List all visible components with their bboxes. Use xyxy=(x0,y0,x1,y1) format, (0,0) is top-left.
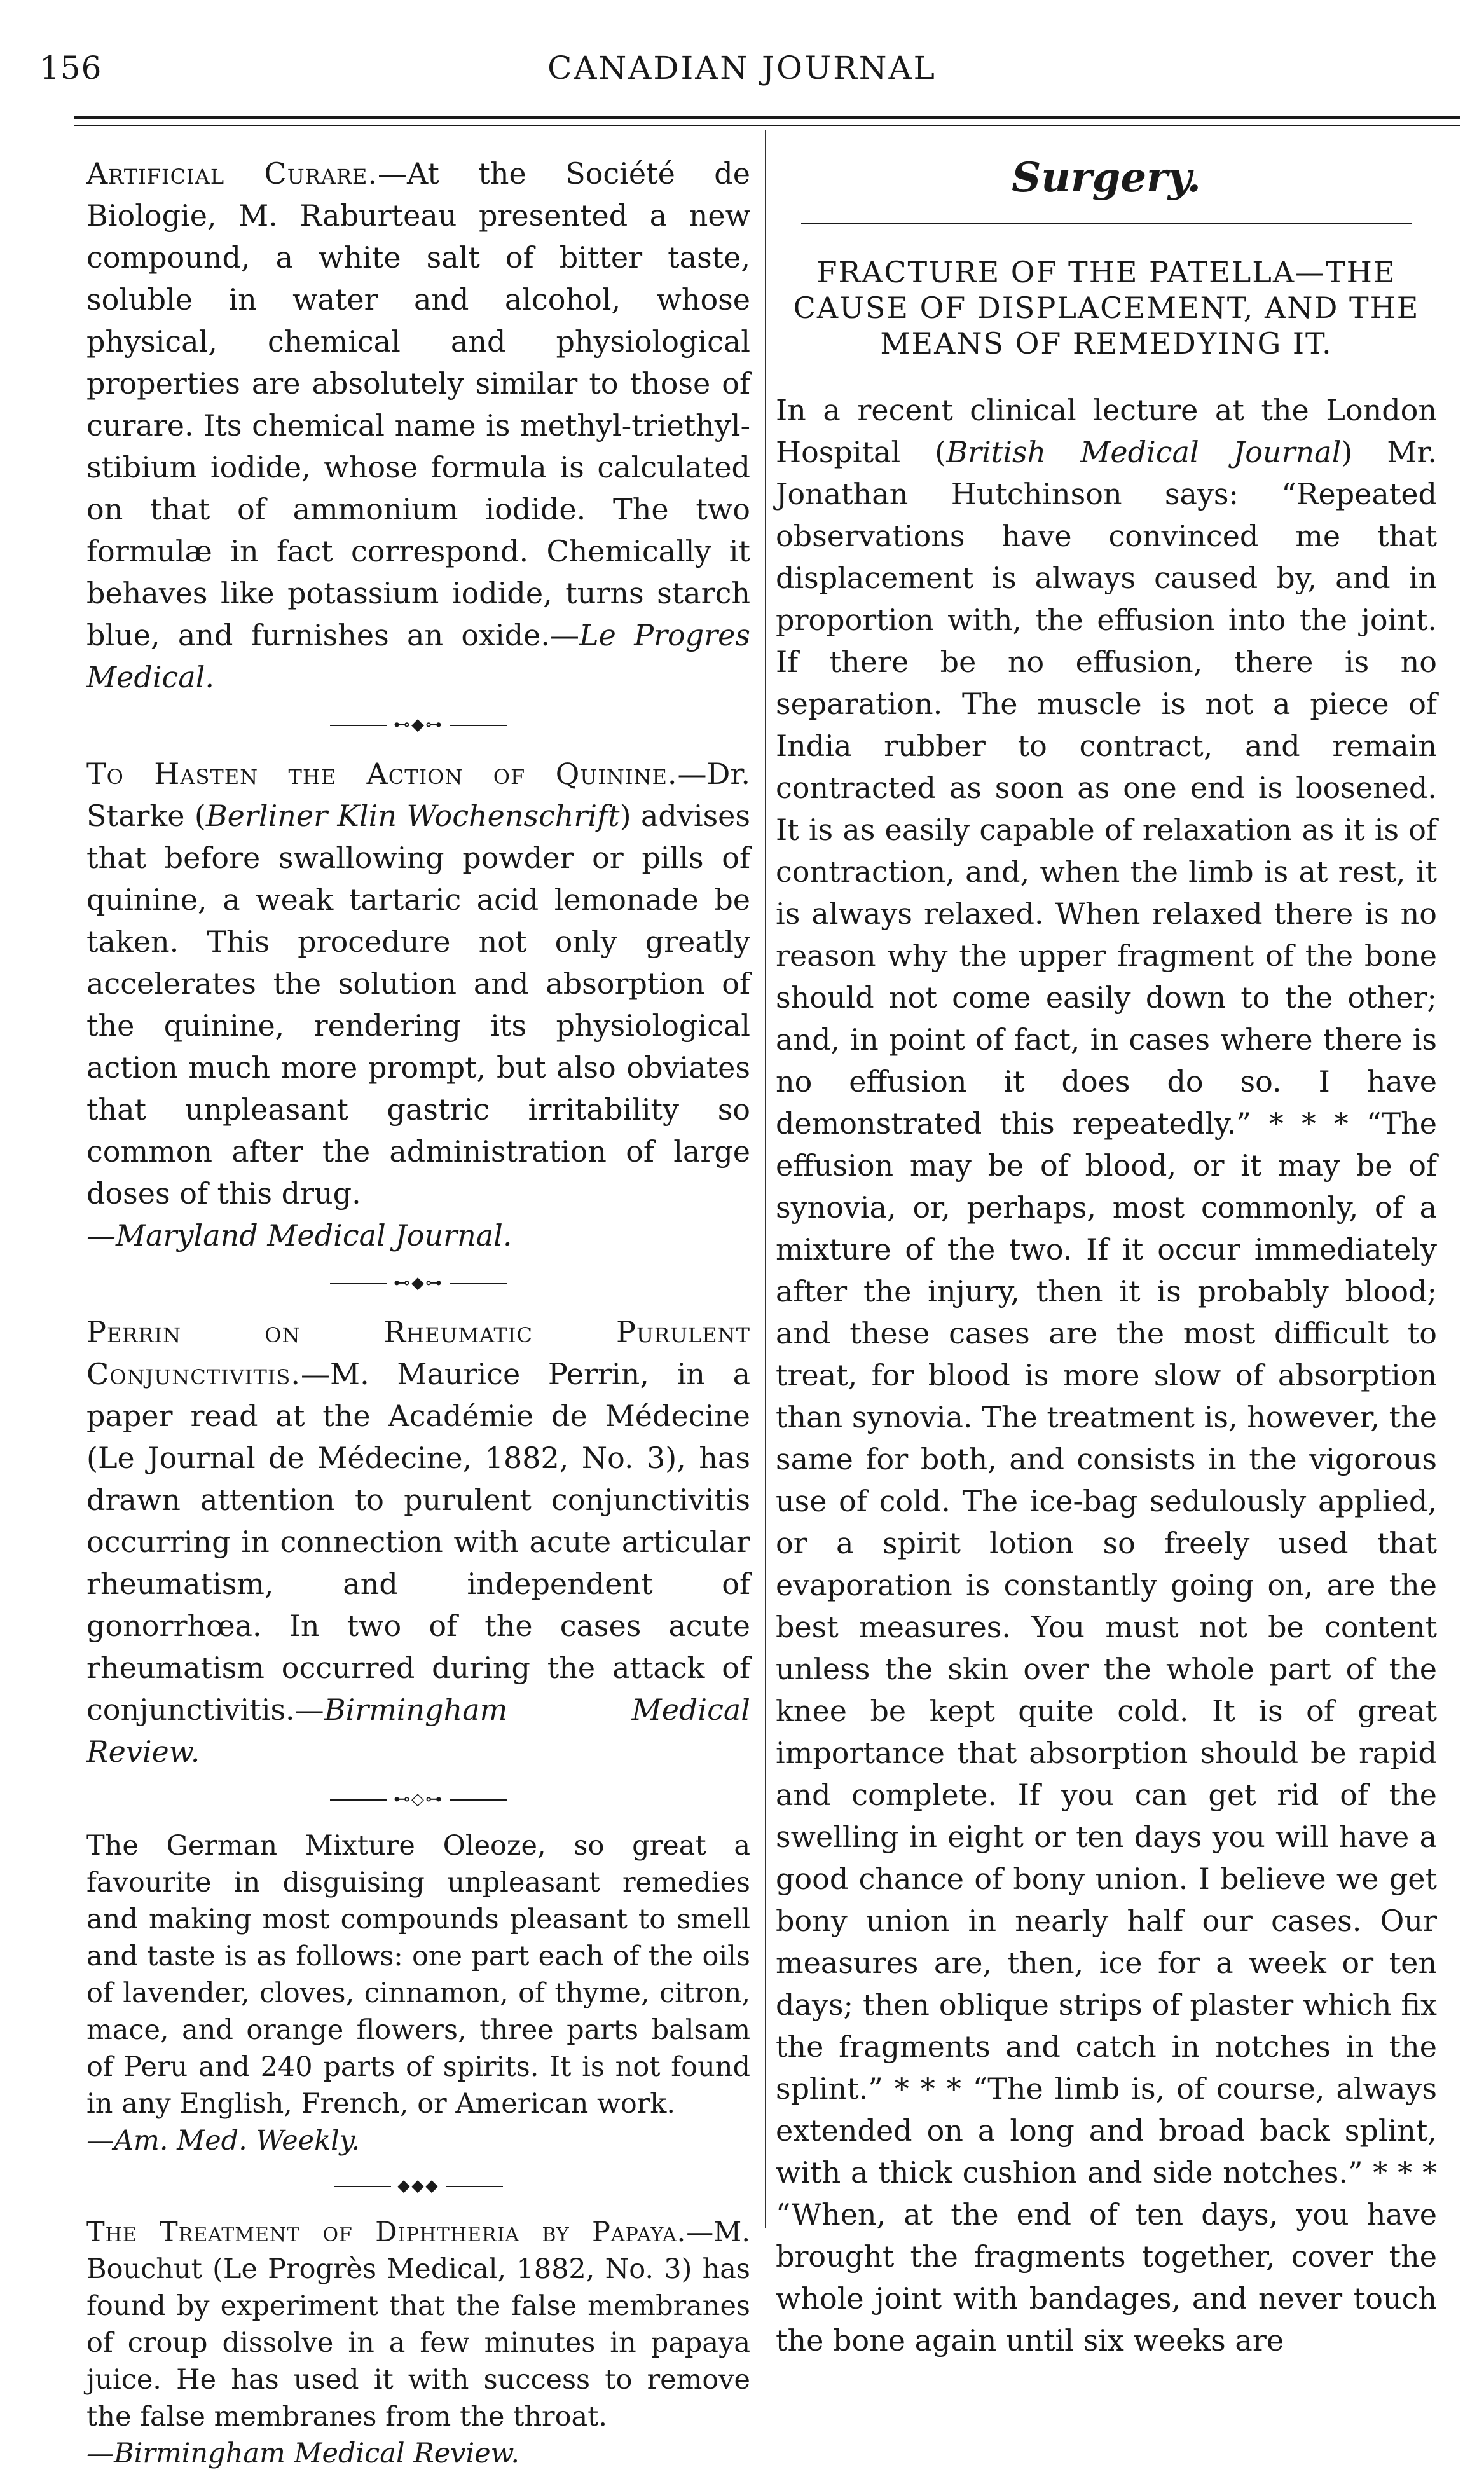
article-heading: FRACTURE OF THE PATELLA—THE CAUSE OF DISPLACEMENT, AND THE MEANS OF REMEDYING IT. xyxy=(793,255,1420,360)
running-head: CANADIAN JOURNAL xyxy=(547,50,937,86)
header-rule-thick xyxy=(74,116,1460,119)
article-quinine xyxy=(86,753,750,1256)
section-title: Surgery. xyxy=(1012,154,1201,202)
article-body: In a recent clinical lecture at the London Hospital ( xyxy=(776,393,1437,469)
header-rule-thin xyxy=(74,125,1460,126)
article-body: —At the Société de Biologie, M. Raburteau presented a new compound, a white salt of bitter taste, soluble in water and alcohol, whose physical, chemical and physiological properties are absolutely similar to those of curare. Its chemical name is methyl-triethyl-stibium iodide, whose formula is calculated on that of ammonium iodide. The two formulæ in fact correspond. Chemically it behaves like potassium iodide, turns starch blue, and furnishes an oxide.— xyxy=(86,156,750,652)
article-title: Artificial Curare. xyxy=(86,156,378,191)
article-diphtheria xyxy=(86,2214,750,2472)
article-perrin xyxy=(86,1311,750,1773)
article-title: To Hasten the Action of Quinine. xyxy=(86,757,678,791)
article-artificial-curare xyxy=(86,153,750,698)
column-divider xyxy=(765,130,766,2228)
article-reference: British Medical Journal xyxy=(946,435,1342,469)
separator-ornament: ⊷◇⊶ xyxy=(86,1787,750,1812)
article-body: The German Mixture Oleoze, so great a favourite in disguising unpleasant remedies and making most compounds pleasant to smell and taste is as follows: one part each of the oils of lavender, cloves, cinnamon, of thyme, citron, mace, and orange flowers, three parts balsam of Peru and 240 parts of spirits. It is not found in any English, French, or American work. xyxy=(86,1830,750,2120)
article-source: Birmingham Medical Review. xyxy=(86,1693,750,1769)
article-body: —Dr. Starke ( xyxy=(86,757,750,833)
article-body: ) Mr. Jonathan Hutchinson says: “Repeated observations have convinced me that displacement is always caused by, and in proportion with, the effusion into the joint. If there be no effusion, there is no separation. The muscle is not a piece of India rubber to contract, and remain contracted as soon as one end is loosened. It is as easily capable of relaxation as it is of contraction, and, when the limb is at rest, it is always relaxed. When relaxed there is no reason why the upper fragment of the bone should not come easily down to the other; and, in point of fact, in cases where there is no effusion it does do so. I have demonstrated this repeatedly.” * * * “The effusion may be of blood, or it may be of synovia, or, perhaps, most commonly, of a mixture of the two. If it occur immediately after the injury, then it is probably blood; and these cases are the most difficult to treat, for blood is more slow of absorption than synovia. The treatment is, however, the same for both, and consists in the vigorous use of cold. The ice-bag sedulously applied, or a spirit lotion so freely used that evaporation is constantly going on, are the best measures. You must not be content unless the skin over the whole part of the knee be kept quite cold. It is of great importance that absorption should be rapid and complete. If you can get rid of the swelling in eight or ten days you will have a good chance of bony union. I believe we get bony union in nearly half our cases. Our measures are, then, ice for a week or ten days; then oblique strips of plaster which fix the fragments and catch in notches in the splint.” * * * “The limb is, of course, always extended on a long and broad back splint, with a thick cushion and side notches.” * * * “When, at the end of ten days, you have brought the fragments together, cover the whole joint with bandages, and never touch the bone again until six weeks are xyxy=(776,435,1438,2358)
article-oleoze xyxy=(86,1827,750,2159)
article-body: —M. Maurice Perrin, in a paper read at the Académie de Médecine (Le Journal de Médecine, 1882, No. 3), has drawn attention to purulent conjunctivitis occurring in connection with acute articular rheumatism, and independent of gonorrhœa. In two of the cases acute rheumatism occurred during the attack of conjunctivitis.— xyxy=(86,1357,750,1727)
article-source: Le Progres Medical. xyxy=(86,618,750,694)
separator-ornament: ⊷◆⊶ xyxy=(86,1270,750,1296)
article-title: Perrin on Rheumatic Purulent Conjunctivitis. xyxy=(86,1315,750,1391)
article-source: —Birmingham Medical Review. xyxy=(86,2438,520,2469)
article-reference: Berliner Klin Wochenschrift xyxy=(205,799,620,833)
article-source: —Maryland Medical Journal. xyxy=(86,1218,512,1253)
section-title-rule xyxy=(801,223,1412,224)
page-number: 156 xyxy=(39,50,102,86)
right-column xyxy=(776,153,1437,2361)
left-column xyxy=(86,153,750,2472)
separator-ornament: ⊷◆⊶ xyxy=(86,712,750,738)
article-patella xyxy=(776,389,1437,2361)
article-source: —Am. Med. Weekly. xyxy=(86,2125,361,2157)
article-body: —M. Bouchut (Le Progrès Medical, 1882, No. 3) has found by experiment that the false membranes of croup dissolve in a few minutes in papaya juice. He has used it with success to remove the false membranes from the throat. xyxy=(86,2216,750,2433)
separator-ornament: ◆◆◆ xyxy=(86,2173,750,2199)
article-title: The Treatment of Diphtheria by Papaya. xyxy=(86,2216,687,2248)
article-body: ) advises that before swallowing powder or pills of quinine, a weak tartaric acid lemonade be taken. This procedure not only greatly accelerates the solution and absorption of the quinine, rendering its physiological action much more prompt, but also obviates that unpleasant gastric irritability so common after the administration of large doses of this drug. xyxy=(86,799,751,1211)
